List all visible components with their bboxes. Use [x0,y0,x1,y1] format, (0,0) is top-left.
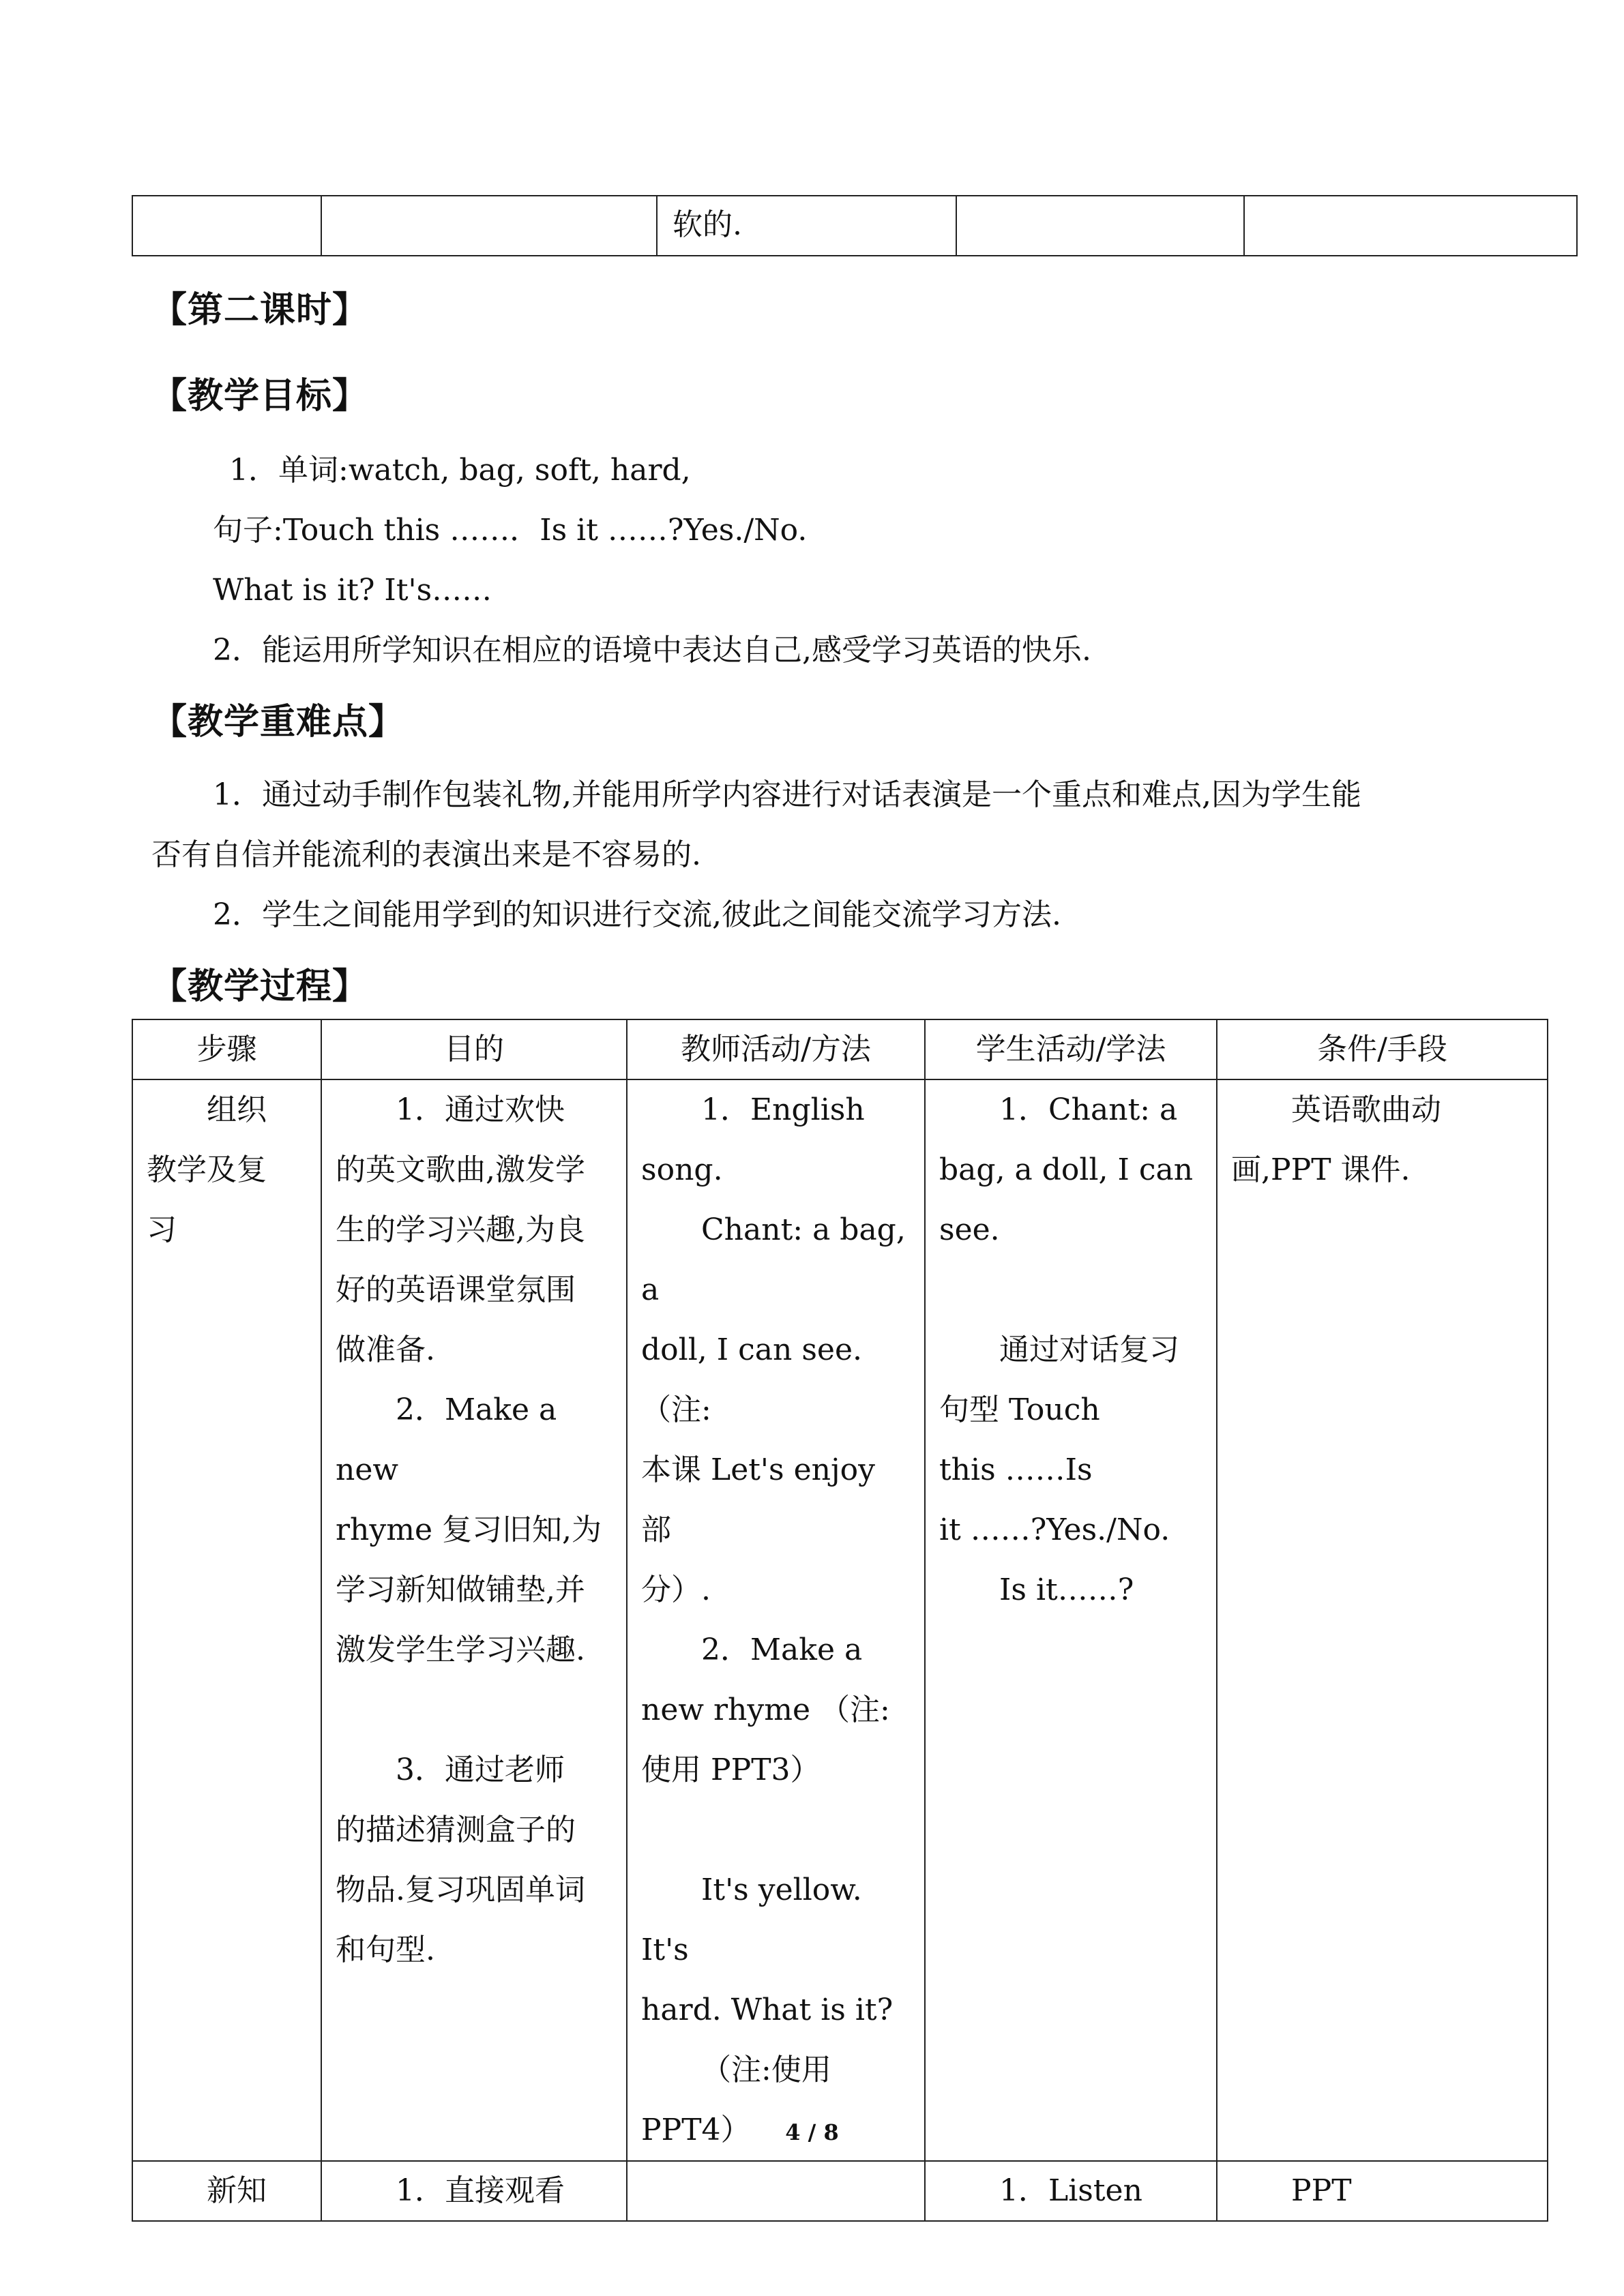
cell-line: 新知 [207,2173,267,2208]
objective-line: 句子:Touch this ……．Is it ……?Yes./No. [213,513,808,548]
cell-line: 通过对话复习 [999,1332,1179,1367]
cell-line: 教学及复 [147,1152,267,1187]
cell-line: 句型 Touch [939,1392,1100,1427]
keypoints-heading: 【教学重难点】 [151,702,405,743]
teacher-cell [627,1079,925,2161]
table-cell: 软的. [657,196,956,256]
cell-line: 英语歌曲动 [1291,1092,1441,1127]
purpose-cell [321,1079,627,2161]
page-number: 4 / 8 [785,2119,839,2145]
keypoint-line: 否有自信并能流利的表演出来是不容易的. [151,837,701,872]
objective-line: What is it? It's…… [213,573,492,608]
cell-line: 物品.复习巩固单词 [336,1873,585,1907]
cell-line [336,1680,612,1740]
table-cell [1244,196,1577,256]
cell-line: Chant: a bag, a [641,1212,906,1307]
header-teacher: 教师活动/方法 [627,1019,925,1079]
purpose-cell [321,2161,627,2221]
table-row [132,1079,1548,2161]
cell-line: it ……?Yes./No. [939,1512,1170,1547]
cell-line: 本课 Let's enjoy 部 [641,1452,875,1547]
cell-line: 组织 [207,1092,267,1127]
cell-line [641,1800,911,1860]
cell-line: PPT4） [641,2113,751,2147]
cell-line: 1．Listen [999,2173,1142,2208]
cell-line: hard. What is it? [641,1993,894,2027]
lesson-heading: 【第二课时】 [151,290,369,331]
continuation-table [132,195,1578,256]
cell-line: 好的英语课堂氛围 [336,1272,576,1307]
cell-line: 和句型. [336,1933,435,1967]
cell-line [939,1260,1202,1320]
table-row [132,2161,1548,2221]
cell-line: PPT [1291,2173,1352,2208]
cell-line: doll, I can see.（注: [641,1332,862,1427]
cell-line: new rhyme （注: [641,1693,890,1727]
table-cell [321,196,657,256]
step-cell [132,2161,321,2221]
cell-line: 1．Chant: a [999,1092,1178,1127]
cell-line: 1．直接观看 [396,2173,565,2208]
cell-line: this ……Is [939,1452,1093,1487]
cell-line: 使用 PPT3） [641,1753,821,1787]
table-cell [956,196,1244,256]
cell-line: 生的学习兴趣,为良 [336,1212,585,1247]
table-cell [132,196,321,256]
objective-line: 2．能运用所学知识在相应的语境中表达自己,感受学习英语的快乐. [213,633,1091,668]
teacher-cell [627,2161,925,2221]
header-purpose: 目的 [321,1019,627,1079]
cell-line: rhyme 复习旧知,为 [336,1512,602,1547]
objective-line: 1．单词:watch, bag, soft, hard, [229,453,691,488]
cell-line: 激发学生学习兴趣. [336,1632,585,1667]
cell-line: It's yellow. It's [641,1873,862,1967]
cell-line: 画,PPT 课件. [1231,1152,1411,1187]
keypoint-line: 1．通过动手制作包装礼物,并能用所学内容进行对话表演是一个重点和难点,因为学生能 [213,777,1361,812]
cell-line: 的英文歌曲,激发学 [336,1152,585,1187]
means-cell [1217,2161,1548,2221]
cell-line: bag, a doll, I can [939,1152,1194,1187]
cell-line: Is it……? [999,1572,1134,1607]
cell-line: 分）. [641,1572,711,1607]
means-cell [1217,1079,1548,2161]
cell-line: song. [641,1152,723,1187]
cell-line: 的描述猜测盒子的 [336,1813,576,1847]
cell-line: 1．通过欢快 [396,1092,565,1127]
cell-line: （注:使用 [701,2053,831,2087]
student-cell [925,2161,1217,2221]
cell-line: 2．Make a [701,1632,863,1667]
header-step: 步骤 [132,1019,321,1079]
objectives-heading: 【教学目标】 [151,376,369,417]
cell-line: 3．通过老师 [396,1753,565,1787]
process-table [132,1019,1548,2222]
header-means: 条件/手段 [1217,1019,1548,1079]
cell-line: 2．Make a new [336,1392,557,1487]
step-cell [132,1079,321,2161]
cell-line: 学习新知做铺垫,并 [336,1572,585,1607]
table-row [132,196,1577,256]
student-cell [925,1079,1217,2161]
cell-line: see. [939,1212,1000,1247]
keypoint-line: 2．学生之间能用学到的知识进行交流,彼此之间能交流学习方法. [213,897,1061,932]
cell-line: 1．English [701,1092,865,1127]
header-student: 学生活动/学法 [925,1019,1217,1079]
cell-line: 做准备. [336,1332,435,1367]
table-header-row [132,1019,1548,1079]
cell-line: 习 [147,1212,177,1247]
process-heading: 【教学过程】 [151,966,369,1007]
